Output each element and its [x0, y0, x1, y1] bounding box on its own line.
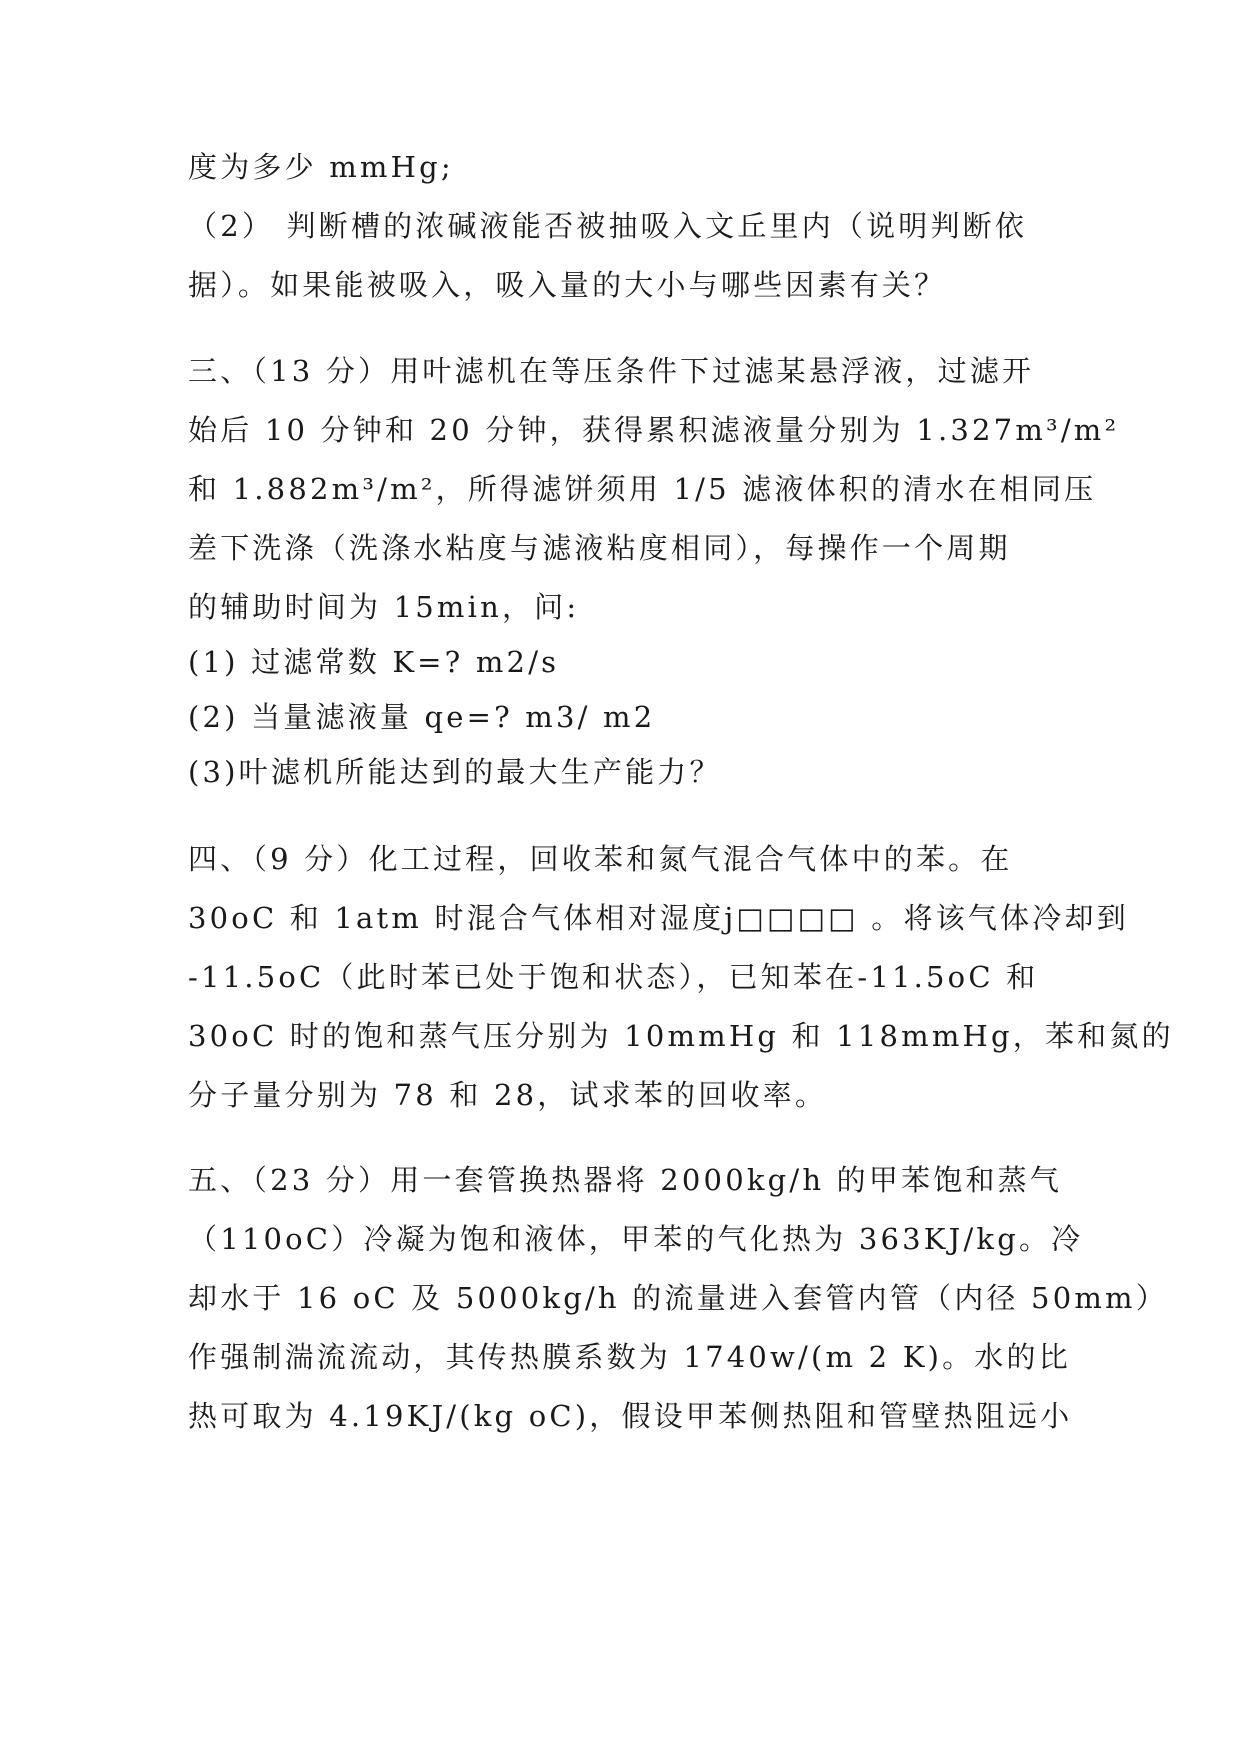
text-line: 30oC 和 1atm 时混合气体相对湿度j□□□□ 。将该气体冷却到	[188, 901, 1129, 935]
text-line: 据）。如果能被吸入，吸入量的大小与哪些因素有关？	[188, 268, 947, 302]
text-line: （110oC）冷凝为饱和液体，甲苯的气化热为 363KJ/kg。冷	[188, 1222, 1084, 1256]
text-line: 始后 10 分钟和 20 分钟，获得累积滤液量分别为 1.327m³/m²	[188, 413, 1120, 447]
text-line: 却水于 16 oC 及 5000kg/h 的流量进入套管内管（内径 50mm）	[188, 1281, 1168, 1315]
text-line: 三、（13 分）用叶滤机在等压条件下过滤某悬浮液，过滤开	[188, 354, 1035, 388]
text-line: 的辅助时间为 15min，问:	[188, 590, 580, 624]
text-line: 和 1.882m³/m²，所得滤饼须用 1/5 滤液体积的清水在相同压	[188, 472, 1097, 506]
text-line: (1) 过滤常数 K=? m2/s	[188, 645, 560, 679]
text-line: 热可取为 4.19KJ/(kg oC)，假设甲苯侧热阻和管壁热阻远小	[188, 1399, 1073, 1433]
text-line: 分子量分别为 78 和 28，试求苯的回收率。	[188, 1078, 828, 1112]
text-line: （2） 判断槽的浓碱液能否被抽吸入文丘里内（说明判断依	[188, 209, 1028, 243]
text-line: 差下洗涤（洗涤水粘度与滤液粘度相同），每操作一个周期	[188, 531, 1011, 565]
text-line: -11.5oC（此时苯已处于饱和状态），已知苯在-11.5oC 和	[188, 960, 1039, 994]
text-line: 作强制湍流流动，其传热膜系数为 1740w/(m 2 K)。水的比	[188, 1340, 1071, 1374]
text-line: (2) 当量滤液量 qe=? m3/ m2	[188, 700, 656, 734]
text-line: 五、（23 分）用一套管换热器将 2000kg/h 的甲苯饱和蒸气	[188, 1163, 1063, 1197]
text-line: 四、（9 分）化工过程，回收苯和氮气混合气体中的苯。在	[188, 842, 1013, 876]
text-line: 度为多少 mmHg;	[188, 150, 454, 184]
text-line: 30oC 时的饱和蒸气压分别为 10mmHg 和 118mmHg，苯和氮的	[188, 1019, 1174, 1053]
text-line: (3)叶滤机所能达到的最大生产能力？	[188, 755, 722, 789]
